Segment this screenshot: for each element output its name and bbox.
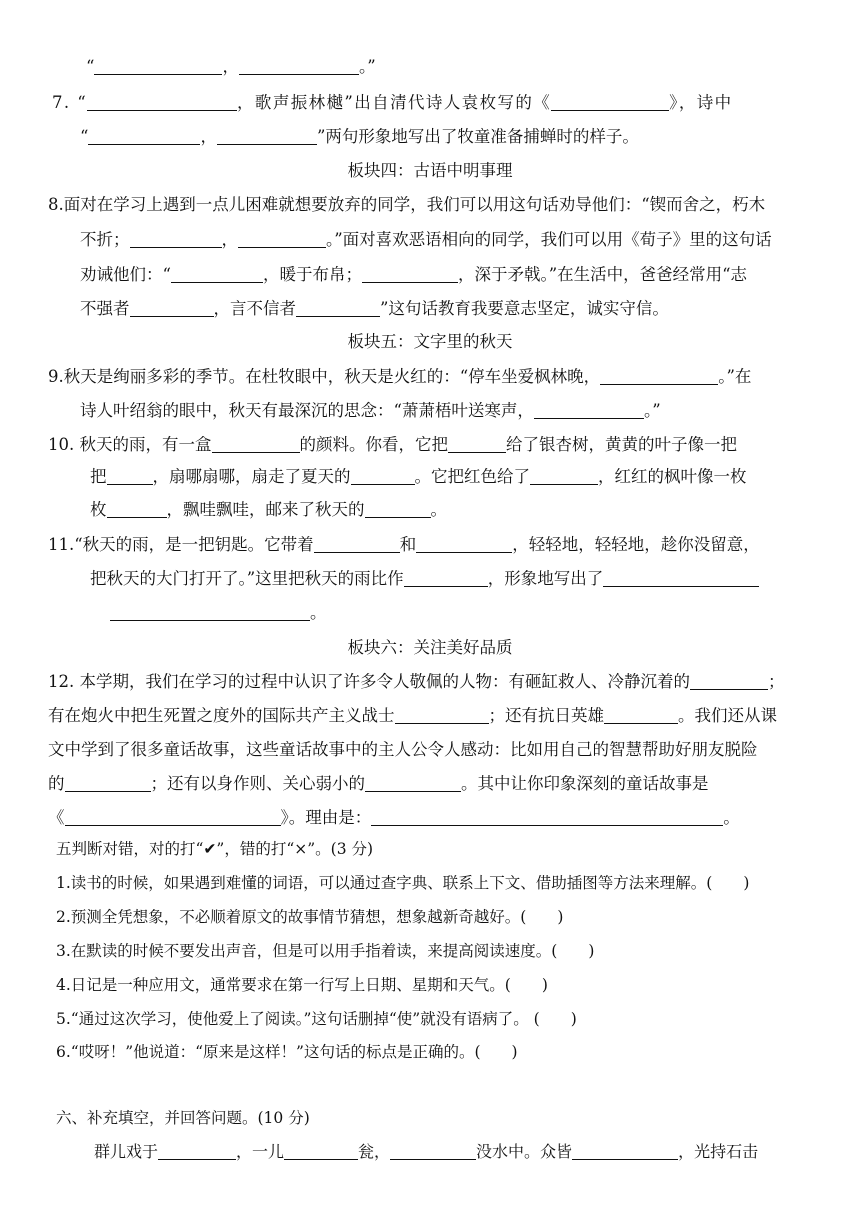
question-12-line4: 的 ；还有以身作则、关心弱小的 。其中让你印象深刻的童话故事是 (48, 774, 709, 793)
answer-blank[interactable] (65, 809, 281, 826)
line-6-continued: “ ， 。” (86, 57, 376, 76)
question-12-line3: 文中学到了很多童话故事，这些童话故事中的主人公令人感动：比如用自己的智慧帮助好朋友脱险 (48, 740, 758, 759)
answer-blank[interactable] (551, 94, 669, 111)
answer-blank[interactable] (87, 94, 237, 111)
answer-blank[interactable] (603, 570, 759, 587)
part-6-heading: 六、补充填空，并回答问题。(10 分) (56, 1109, 310, 1127)
answer-blank[interactable] (395, 707, 489, 724)
answer-blank[interactable] (110, 604, 310, 621)
part-6-passage: 群儿戏于 ，一儿 瓮， 没水中。众皆 ，光持石击 (94, 1142, 759, 1161)
question-10-line2: 把 ，扇哪扇哪，扇走了夏天的 。它把红色给了 ，红红的枫叶像一枚 (90, 467, 747, 486)
answer-blank[interactable] (690, 673, 768, 690)
question-8-line3: 劝诫他们：“ ，暖于布帛； ，深于矛戟。”在生活中，爸爸经常用“志 (80, 265, 748, 284)
question-8-line2: 不折； ， 。”面对喜欢恶语相向的同学，我们可以用《荀子》里的这句话 (80, 230, 772, 249)
question-7: 7. “ ，歌声振林樾”出自清代诗人袁枚写的《 》，诗中 (52, 93, 733, 112)
question-12-line2: 有在炮火中把生死置之度外的国际共产主义战士 ；还有抗日英雄 。我们还从课 (48, 706, 777, 725)
answer-blank[interactable] (296, 300, 380, 317)
answer-blank[interactable] (130, 231, 222, 248)
question-7-line2: “ ， ”两句形象地写出了牧童准备捕蝉时的样子。 (80, 127, 639, 146)
answer-blank[interactable] (217, 128, 317, 145)
question-10: 10. 秋天的雨，有一盒 的颜料。你看，它把 给了银杏树，黄黄的叶子像一把 (48, 435, 737, 454)
question-10-line3: 枚 ，飘哇飘哇，邮来了秋天的 。 (90, 500, 447, 519)
judge-item-2[interactable]: 2.预测全凭想象，不必顺着原文的故事情节猜想，想象越新奇越好。( ) (56, 908, 564, 926)
judge-item-5[interactable]: 5.“通过这次学习，使他爱上了阅读。”这句话删掉“使”就没有语病了。 ( ) (56, 1010, 577, 1028)
answer-blank[interactable] (448, 436, 506, 453)
answer-blank[interactable] (371, 809, 723, 826)
question-8: 8.面对在学习上遇到一点儿困难就想要放弃的同学，我们可以用这句话劝导他们：“锲而舍之，朽木 (48, 195, 766, 214)
answer-blank[interactable] (604, 707, 678, 724)
answer-blank[interactable] (534, 402, 644, 419)
part-5-heading: 五判断对错，对的打“✔”，错的打“×”。(3 分) (56, 840, 374, 858)
answer-blank[interactable] (171, 266, 263, 283)
answer-blank[interactable] (238, 231, 326, 248)
answer-blank[interactable] (572, 1143, 678, 1160)
answer-blank[interactable] (351, 468, 415, 485)
answer-blank[interactable] (404, 570, 488, 587)
question-9: 9.秋天是绚丽多彩的季节。在杜牧眼中，秋天是火红的：“停车坐爱枫林晚， 。”在 (48, 367, 752, 386)
answer-blank[interactable] (88, 128, 200, 145)
answer-blank[interactable] (530, 468, 598, 485)
answer-blank[interactable] (314, 536, 400, 553)
section-heading-6: 板块六：关注美好品质 (347, 638, 513, 657)
answer-blank[interactable] (365, 501, 431, 518)
judge-item-4[interactable]: 4.日记是一种应用文，通常要求在第一行写上日期、星期和天气。( ) (56, 976, 548, 994)
section-heading-4: 板块四：古语中明事理 (347, 161, 513, 180)
question-11-line2: 把秋天的大门打开了。”这里把秋天的雨比作 ，形象地写出了 (90, 568, 759, 590)
section-heading-5: 板块五：文字里的秋天 (347, 332, 513, 351)
question-9-line2: 诗人叶绍翁的眼中，秋天有最深沉的思念：“萧萧梧叶送寒声， 。” (80, 401, 661, 420)
answer-blank[interactable] (416, 536, 512, 553)
question-11: 11.“秋天的雨，是一把钥匙。它带着 和 ，轻轻地，轻轻地，趁你没留意， (48, 535, 760, 554)
answer-blank[interactable] (239, 58, 359, 75)
judge-item-3[interactable]: 3.在默读的时候不要发出声音，但是可以用手指着读，来提高阅读速度。( ) (56, 942, 595, 960)
judge-item-1[interactable]: 1.读书的时候，如果遇到难懂的词语，可以通过查字典、联系上下文、借助插图等方法来理解。( ) (56, 874, 750, 892)
judge-item-6[interactable]: 6.“哎呀！”他说道：“原来是这样！”这句话的标点是正确的。( ) (56, 1043, 518, 1061)
answer-blank[interactable] (65, 775, 151, 792)
answer-blank[interactable] (130, 300, 214, 317)
answer-blank[interactable] (390, 1143, 476, 1160)
answer-blank[interactable] (284, 1143, 358, 1160)
answer-blank[interactable] (107, 501, 167, 518)
question-11-line3: 。 (110, 602, 327, 624)
answer-blank[interactable] (158, 1143, 236, 1160)
answer-blank[interactable] (362, 266, 458, 283)
answer-blank[interactable] (107, 468, 153, 485)
answer-blank[interactable] (212, 436, 300, 453)
question-12: 12. 本学期，我们在学习的过程中认识了许多令人敬佩的人物：有砸缸救人、冷静沉着的 ； (48, 672, 785, 691)
answer-blank[interactable] (94, 58, 222, 75)
question-12-line5: 《 》。理由是： 。 (48, 808, 740, 827)
question-8-line4: 不强者 ，言不信者 ”这句话教育我要意志坚定，诚实守信。 (80, 299, 669, 318)
answer-blank[interactable] (600, 368, 718, 385)
answer-blank[interactable] (365, 775, 461, 792)
